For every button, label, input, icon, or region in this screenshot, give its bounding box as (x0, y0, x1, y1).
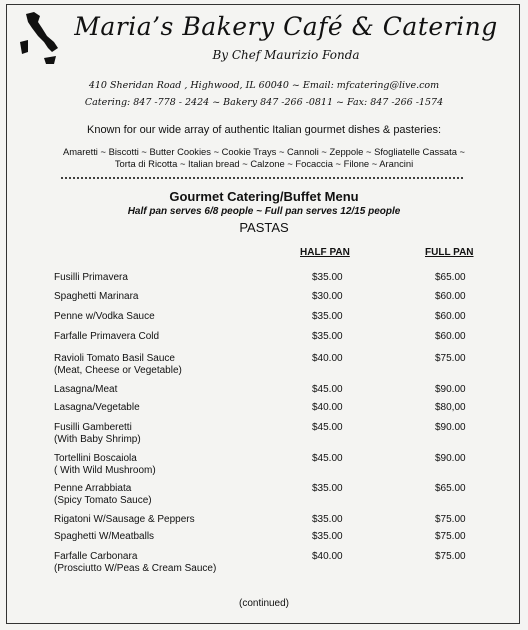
chef-byline: By Chef Maurizio Fonda (212, 48, 360, 62)
dish-name: Farfalle Carbonara (54, 551, 138, 562)
menu-title: Gourmet Catering/Buffet Menu (169, 189, 359, 204)
dish-note: (With Baby Shrimp) (54, 434, 141, 445)
dish-name: Lasagna/Vegetable (54, 402, 140, 413)
full-pan-price: $80,00 (435, 402, 466, 413)
full-pan-header: FULL PAN (425, 247, 474, 258)
dish-note: (Prosciutto W/Peas & Cream Sauce) (54, 563, 217, 574)
dish-name: Ravioli Tomato Basil Sauce (54, 353, 175, 364)
half-pan-price: $35.00 (312, 331, 343, 342)
full-pan-price: $75.00 (435, 531, 466, 542)
pastry-list-line-2: Torta di Ricotta ~ Italian bread ~ Calzone ~ Focaccia ~ Filone ~ Arancini (114, 158, 414, 169)
italy-map-logo (14, 8, 68, 72)
full-pan-price: $65.00 (435, 272, 466, 283)
dotted-divider (60, 176, 464, 180)
full-pan-price: $90.00 (435, 422, 466, 433)
address-line: 410 Sheridan Road , Highwood, IL 60040 ~ Email: mfcatering@live.com (88, 80, 440, 91)
half-pan-price: $35.00 (312, 531, 343, 542)
full-pan-price: $90.00 (435, 453, 466, 464)
half-pan-price: $35.00 (312, 272, 343, 283)
dish-name: Fusilli Primavera (54, 272, 128, 283)
full-pan-price: $60.00 (435, 311, 466, 322)
full-pan-price: $60.00 (435, 291, 466, 302)
full-pan-price: $60.00 (435, 331, 466, 342)
pastry-list-line-1: Amaretti ~ Biscotti ~ Butter Cookies ~ Cookie Trays ~ Cannoli ~ Zeppole ~ Sfogliatelle Cassata ~ (62, 146, 466, 157)
phone-line: Catering: 847 -778 - 2424 ~ Bakery 847 -266 -0811 ~ Fax: 847 -266 -1574 (84, 97, 444, 108)
section-heading: PASTAS (239, 220, 289, 235)
dish-name: Penne w/Vodka Sauce (54, 311, 155, 322)
half-pan-price: $35.00 (312, 311, 343, 322)
dish-note: (Meat, Cheese or Vegetable) (54, 365, 182, 376)
bakery-title: Maria’s Bakery Café & Catering (74, 12, 498, 41)
half-pan-header: HALF PAN (300, 247, 350, 258)
half-pan-price: $35.00 (312, 514, 343, 525)
half-pan-price: $40.00 (312, 402, 343, 413)
full-pan-price: $90.00 (435, 384, 466, 395)
half-pan-price: $35.00 (312, 483, 343, 494)
dish-name: Rigatoni W/Sausage & Peppers (54, 514, 195, 525)
menu-subtitle: Half pan serves 6/8 people ~ Full pan serves 12/15 people (127, 206, 401, 217)
half-pan-price: $30.00 (312, 291, 343, 302)
half-pan-price: $45.00 (312, 422, 343, 433)
dish-name: Spaghetti W/Meatballs (54, 531, 155, 542)
dish-name: Farfalle Primavera Cold (54, 331, 160, 342)
dish-name: Fusilli Gamberetti (54, 422, 132, 433)
half-pan-price: $45.00 (312, 453, 343, 464)
half-pan-price: $45.00 (312, 384, 343, 395)
full-pan-price: $75.00 (435, 551, 466, 562)
half-pan-price: $40.00 (312, 551, 343, 562)
full-pan-price: $75.00 (435, 353, 466, 364)
dish-name: Penne Arrabbiata (54, 483, 132, 494)
dish-name: Spaghetti Marinara (54, 291, 139, 302)
half-pan-price: $40.00 (312, 353, 343, 364)
full-pan-price: $75.00 (435, 514, 466, 525)
dish-note: ( With Wild Mushroom) (54, 465, 156, 476)
dish-name: Tortellini Boscaiola (54, 453, 137, 464)
continued-note: (continued) (238, 598, 290, 609)
known-for-text: Known for our wide array of authentic Italian gourmet dishes & pasteries: (86, 124, 442, 136)
dish-name: Lasagna/Meat (54, 384, 118, 395)
full-pan-price: $65.00 (435, 483, 466, 494)
dish-note: (Spicy Tomato Sauce) (54, 495, 152, 506)
